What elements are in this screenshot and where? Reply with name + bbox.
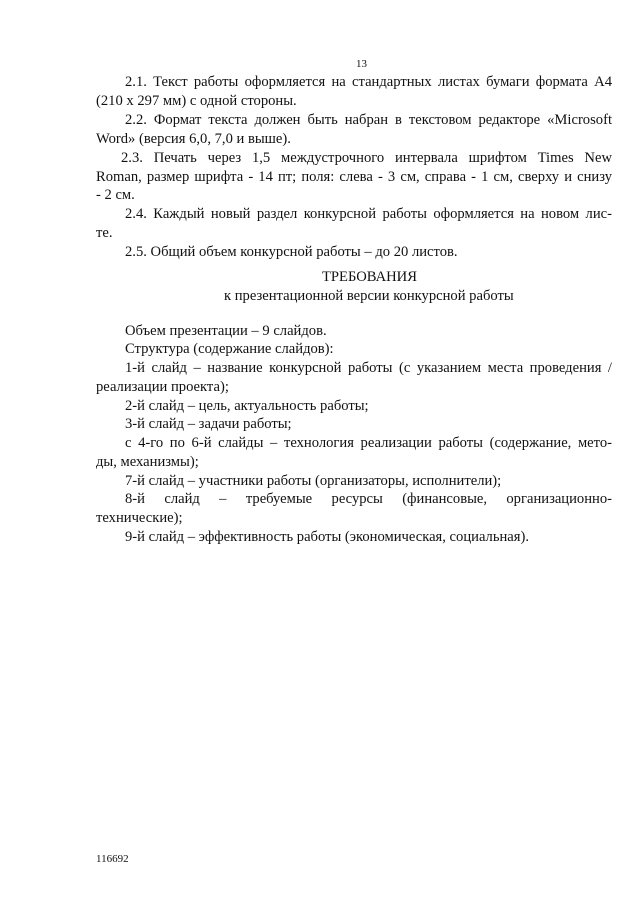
heading-title: ТРЕБОВАНИЯ [322, 269, 417, 285]
paragraph-line: (210 х 297 мм) с одной стороны. [96, 93, 297, 109]
paragraph-line: 2.1. Текст работы оформляется на стандартных листах бумаги формата А4 [125, 74, 612, 90]
page-number: 13 [356, 58, 367, 70]
list-line: технические); [96, 510, 183, 526]
list-line: 9-й слайд – эффективность работы (экономическая, социальная). [125, 529, 530, 545]
paragraph-line: 2.4. Каждый новый раздел конкурсной работы оформляется на новом лис- [125, 206, 612, 222]
paragraph-line: Roman, размер шрифта - 14 пт; поля: слева - 3 см, справа - 1 см, сверху и снизу [96, 169, 612, 185]
list-line: 8-й слайд – требуемые ресурсы (финансовые, организационно- [125, 491, 612, 507]
heading-subtitle: к презентационной версии конкурсной работы [224, 288, 514, 304]
list-line: с 4-го по 6-й слайды – технология реализации работы (содержание, мето- [125, 435, 612, 451]
paragraph-line: 2.3. Печать через 1,5 междустрочного интервала шрифтом Times New [121, 150, 612, 166]
list-line: 1-й слайд – название конкурсной работы (с указанием места проведения / [125, 360, 612, 376]
paragraph-line: те. [96, 225, 113, 241]
list-line: реализации проекта); [96, 379, 229, 395]
paragraph-line: 2.2. Формат текста должен быть набран в текстовом редакторе «Microsoft [125, 112, 612, 128]
document-code: 116692 [96, 853, 129, 865]
paragraph-line: - 2 см. [96, 187, 135, 203]
list-line: 7-й слайд – участники работы (организаторы, исполнители); [125, 473, 502, 489]
paragraph-line: Word» (версия 6,0, 7,0 и выше). [96, 131, 291, 147]
list-line: Структура (содержание слайдов): [125, 341, 334, 357]
list-line: 2-й слайд – цель, актуальность работы; [125, 398, 369, 414]
list-line: ды, механизмы); [96, 454, 199, 470]
list-line: Объем презентации – 9 слайдов. [125, 323, 327, 339]
list-line: 3-й слайд – задачи работы; [125, 416, 292, 432]
paragraph-line: 2.5. Общий объем конкурсной работы – до 20 листов. [125, 244, 458, 260]
